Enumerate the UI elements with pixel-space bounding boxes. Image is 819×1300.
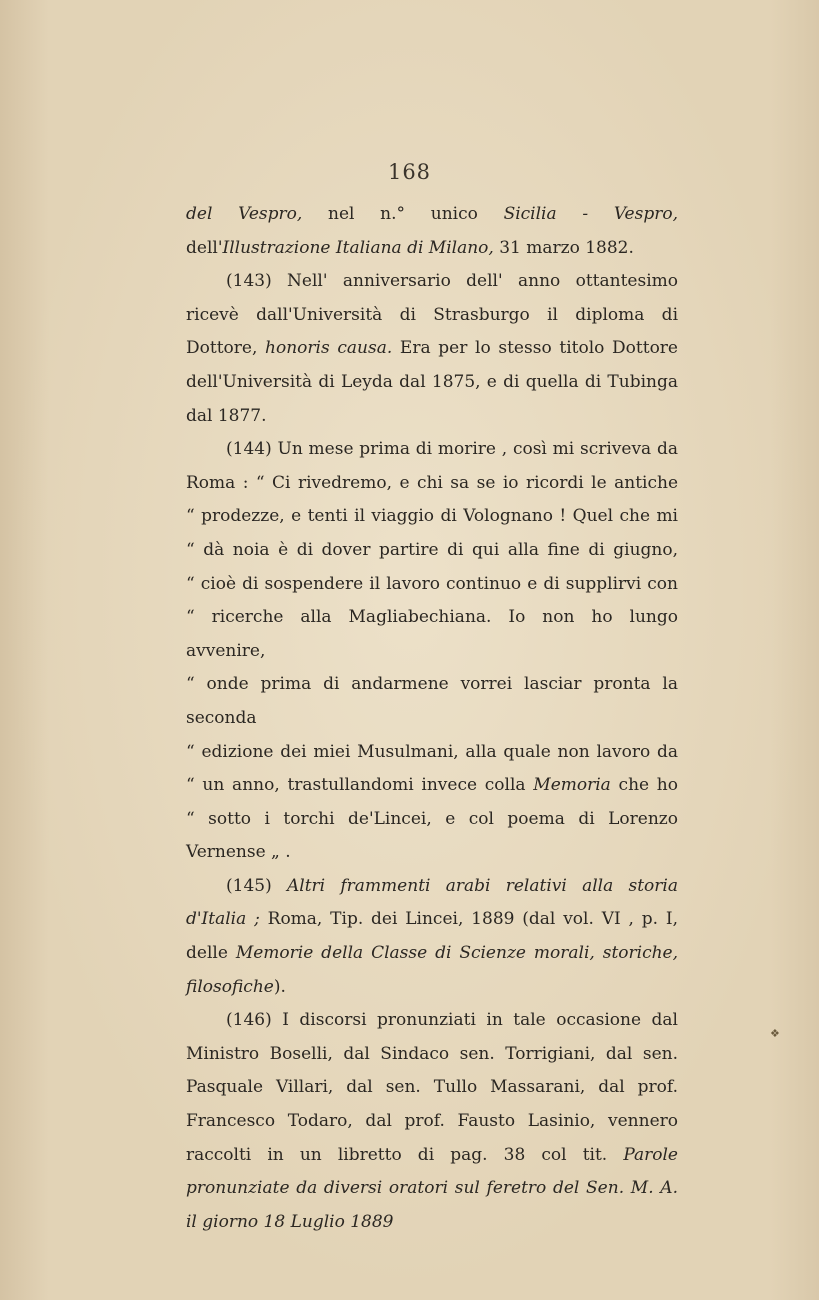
footnote-144-line: “ cioè di sospendere il lavoro continuo e di supplirvi con (186, 573, 678, 594)
footnote-146 (186, 1004, 678, 1239)
footnote-144-line: (144) Un mese prima di morire , così mi scriveva da (226, 439, 678, 460)
text-run: 31 marzo 1882. (493, 237, 634, 258)
footnote-144 (186, 433, 678, 870)
footnote-145 (186, 870, 678, 1004)
italic-text: Altri frammenti arabi relativi alla storia d'Italia ; (186, 875, 678, 930)
text-run: ). (273, 976, 286, 997)
italic-text: Parole pronunziate da diversi oratori sul feretro del Sen. M. A. il giorno 18 Luglio 1889 (186, 1144, 678, 1232)
footnote-144-line: “ edizione dei miei Musulmani, alla quale non lavoro da (186, 741, 678, 762)
italic-text: Illustrazione Italiana di Milano, (222, 237, 494, 258)
printer-ornament-icon: ❖ (770, 1027, 780, 1040)
text-run: che ho (610, 775, 678, 796)
text-run: (145) (226, 875, 287, 896)
italic-text: del Vespro, (186, 204, 303, 224)
text-run: “ un anno, trastullandomi invece colla (186, 775, 534, 796)
italic-text: Sicilia - Vespro, (503, 204, 678, 224)
text-run: (143) Nell' anniversario dell' anno ottantesimo ricevè dall'Università di Strasburgo il diploma di Dottore, (186, 271, 678, 359)
italic-text: Memorie della Classe di Scienze morali, storiche, filosofiche (186, 943, 679, 997)
footnote-144-line: “ ricerche alla Magliabechiana. Io non ho lungo avvenire, (186, 607, 678, 661)
footnote-144-line: “ onde prima di andarmene vorrei lasciar pronta la seconda (186, 674, 678, 728)
footnote-144-line: “ sotto i torchi de'Lincei, e col poema di Lorenzo Vernense „ . (186, 808, 678, 863)
text-run: (146) I discorsi pronunziati in tale occasione dal Ministro Boselli, dal Sindaco sen. Torrigiani, dal sen. Pasquale Villari, dal sen. Tullo Massarani, dal prof. Francesco Todaro, dal prof. Fausto Lasinio, vennero raccolti in un libretto di pag. 38 col tit. (186, 1010, 678, 1165)
footnote-143 (186, 265, 678, 433)
text-run: Roma, Tip. dei Lincei, 1889 (dal vol. VI , p. I, delle (186, 909, 678, 964)
page-number: 168 (387, 160, 432, 184)
footnote-144-line: Roma : “ Ci rivedremo, e chi sa se io ricordi le antiche (186, 472, 678, 493)
footnote-144-line: “ prodezze, e tenti il viaggio di Volognano ! Quel che mi (186, 506, 678, 527)
footnote-144-line (186, 769, 678, 803)
text-run: dell' (186, 237, 223, 258)
italic-text: honoris causa. (265, 338, 393, 359)
text-run: nel n.° unico (302, 204, 504, 224)
footnote-144-line: “ dà noia è di dover partire di qui alla fine di giugno, (186, 539, 678, 560)
footnotes-text (186, 198, 678, 1239)
text-run: Era per lo stesso titolo Dottore dell'Università di Leyda dal 1875, e di quella di Tubinga dal 1877. (186, 338, 678, 426)
italic-text: Memoria (533, 775, 611, 796)
footnote-continuation (186, 198, 678, 265)
